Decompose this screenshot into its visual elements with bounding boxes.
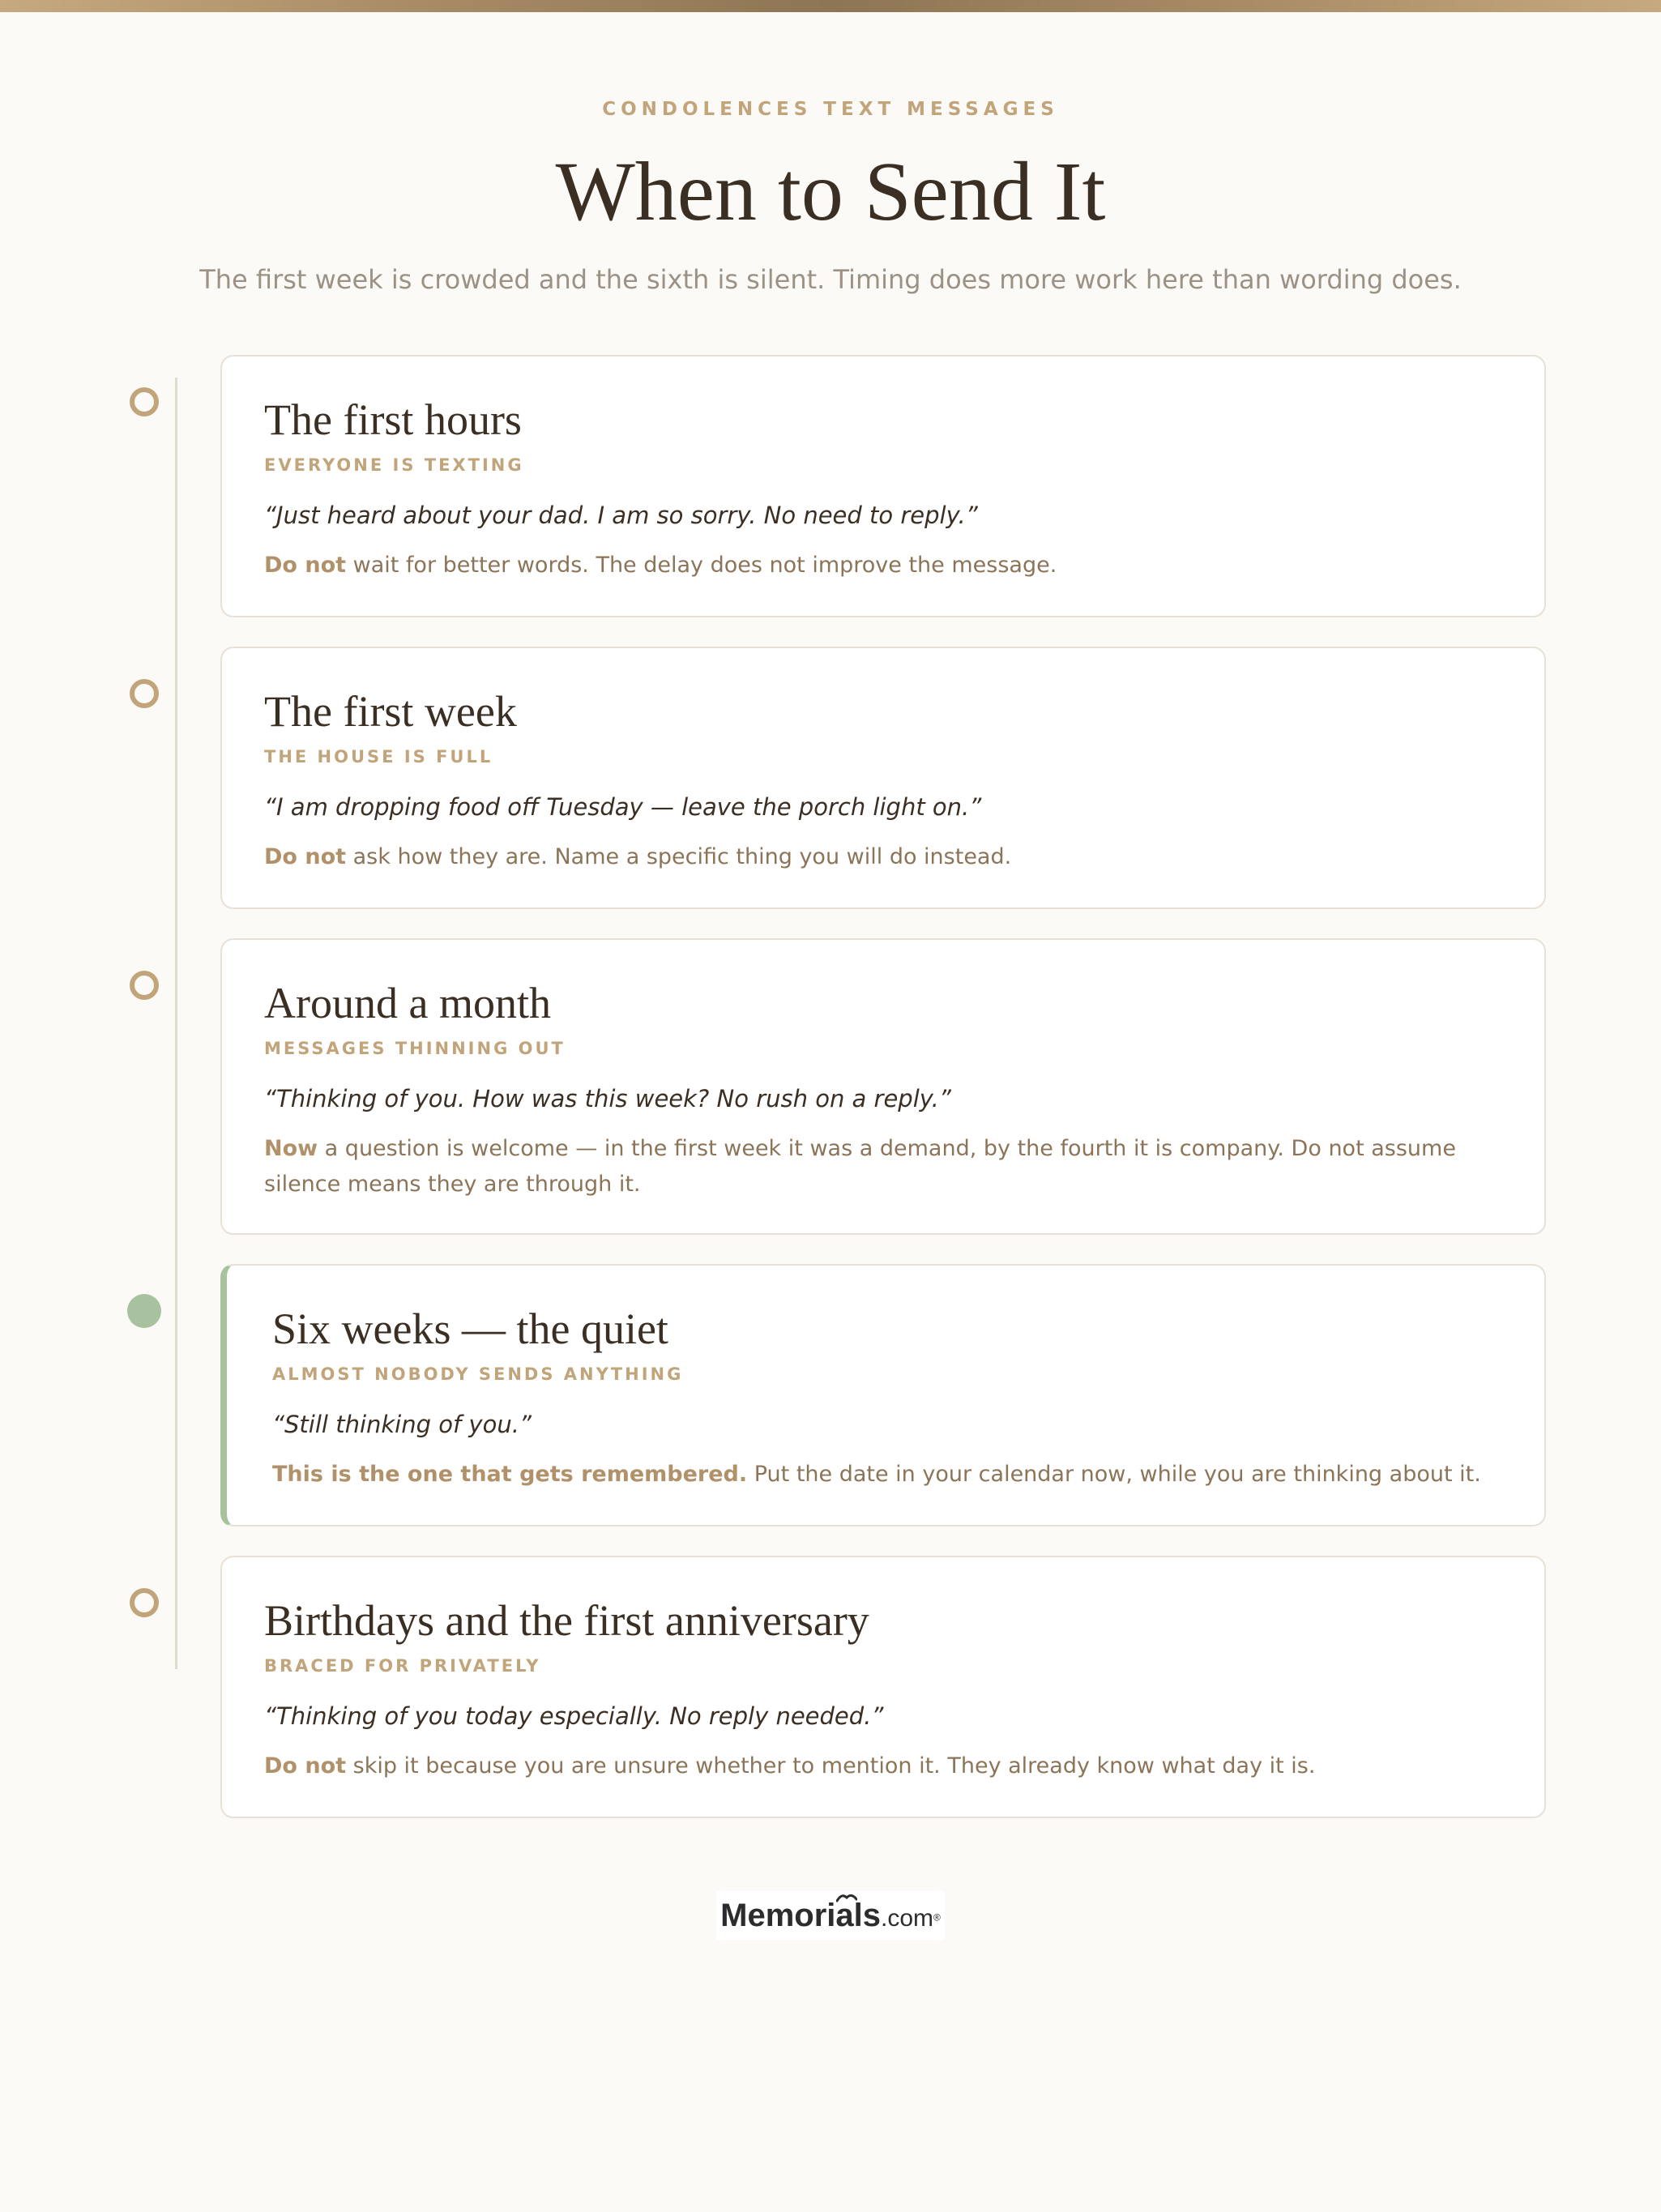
card-quote: “Thinking of you. How was this week? No rush on a reply.” (264, 1085, 951, 1112)
card-note (264, 548, 1502, 583)
timeline-card-six-weeks (220, 1264, 1546, 1527)
timeline-card-first-hours (220, 355, 1546, 617)
page-eyebrow: CONDOLENCES TEXT MESSAGES (602, 99, 1059, 120)
card-note (264, 839, 1502, 875)
logo-wordmark: Memorials (720, 1898, 881, 1933)
card-note-text: ask how they are. Name a specific thing you will do instead. (346, 844, 1012, 869)
card-quote: “Thinking of you today especially. No reply needed.” (264, 1702, 884, 1730)
card-title: Six weeks — the quiet (272, 1305, 668, 1353)
card-note-lead: Now (264, 1136, 318, 1161)
card-kicker: THE HOUSE IS FULL (264, 747, 493, 767)
card-kicker: MESSAGES THINNING OUT (264, 1039, 566, 1058)
card-quote: “Still thinking of you.” (272, 1411, 532, 1438)
timeline-dot (130, 971, 159, 1000)
timeline-card-birthdays-anniversary (220, 1556, 1546, 1818)
card-quote: “Just heard about your dad. I am so sorry. No need to reply.” (264, 502, 978, 529)
card-note-lead: Do not (264, 844, 347, 869)
page-subtitle: The first week is crowded and the sixth is silent. Timing does more work here than wording does. (199, 264, 1462, 295)
card-note (264, 1131, 1502, 1202)
card-note (264, 1749, 1502, 1784)
timeline-dot (130, 679, 159, 708)
card-title: Birthdays and the first anniversary (264, 1596, 869, 1645)
timeline-card-first-week (220, 647, 1546, 909)
timeline-line (175, 378, 177, 1669)
card-kicker: BRACED FOR PRIVATELY (264, 1656, 541, 1676)
card-title: Around a month (264, 979, 551, 1027)
timeline-dot (130, 387, 159, 416)
card-title: The first hours (264, 395, 522, 444)
logo-tld: .com (881, 1905, 934, 1932)
bird-icon (836, 1891, 857, 1902)
card-note-lead: Do not (264, 1753, 347, 1779)
card-quote: “I am dropping food off Tuesday — leave the porch light on.” (264, 793, 982, 821)
top-accent-bar (0, 0, 1661, 12)
timeline-dot (130, 1588, 159, 1617)
card-note-lead: This is the one that gets remembered. (272, 1462, 748, 1487)
card-note-text: skip it because you are unsure whether to mention it. They already know what day it is. (346, 1753, 1316, 1779)
timeline-dot-active (127, 1294, 161, 1328)
card-note-text: Put the date in your calendar now, while you are thinking about it. (747, 1462, 1481, 1487)
card-title: The first week (264, 687, 517, 736)
logo-registered-mark: ® (933, 1911, 941, 1924)
page-title: When to Send It (555, 145, 1106, 238)
card-kicker: ALMOST NOBODY SENDS ANYTHING (272, 1364, 684, 1384)
card-note (272, 1457, 1502, 1492)
card-note-text: a question is welcome — in the first week it was a demand, by the fourth it is company. Do not assume silence means they are through it. (264, 1136, 1456, 1197)
timeline-card-around-a-month (220, 938, 1546, 1235)
memorials-logo[interactable] (716, 1891, 945, 1940)
card-note-lead: Do not (264, 553, 347, 578)
card-note-text: wait for better words. The delay does not improve the message. (346, 553, 1057, 578)
card-kicker: EVERYONE IS TEXTING (264, 455, 524, 475)
